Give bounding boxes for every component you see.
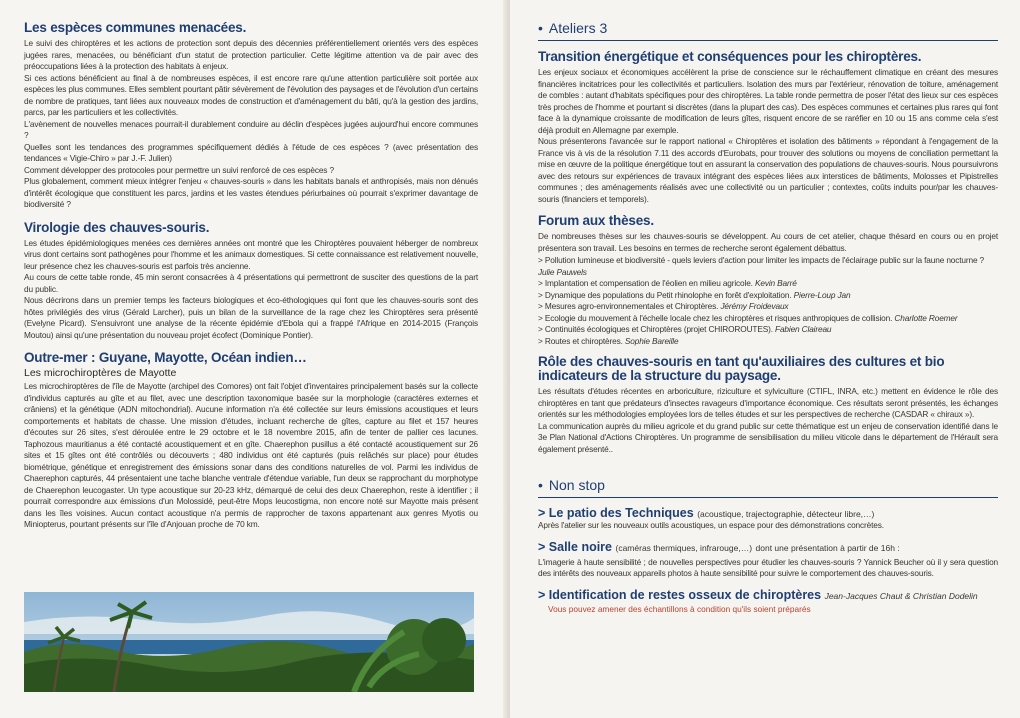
thesis-author: Charlotte Roemer xyxy=(894,312,958,323)
thesis-title: Dynamique des populations du Petit rhinolophe en forêt d'exploitation. xyxy=(544,289,792,300)
paragraph: Si ces actions bénéficient au final à de nombreuses espèces, il est encore rare qu'une attention particulière soit portée aux espèces les plus communes. Elles semblent pourtant pâtir sévèrement de l'évolution des paysages et de l'évolution d'un certains de nombre de pratiques, tant liées aux nouveaux modes de construction et d'aménagement du bâti, qu'à la gestion des jardins, parcs, par les particuliers et les collectivités. xyxy=(24,72,478,117)
thesis-author: Jérémy Froidevaux xyxy=(720,301,789,311)
paragraph: Au cours de cette table ronde, 45 min seront consacrées à 4 présentations qui permettront de susciter des questions de la part du public. xyxy=(24,272,478,294)
paragraph: Les études épidémiologiques menées ces dernières années ont montré que les Chiroptères pouvaient héberger de nombreux virus dont certains sont pathogènes pour l'homme et les animaux domestiques. Si cette connaissance est relativement nouvelle, leur présence chez les chauves-souris est parfois très ancienne. xyxy=(24,237,478,271)
thesis-item xyxy=(538,324,998,336)
arrow-icon: > xyxy=(538,255,545,265)
section-title-role: Rôle des chauves-souris en tant qu'auxiliaires des cultures et bio indicateurs de la structure du paysage. xyxy=(538,354,945,383)
thesis-title: Continuités écologiques et Chiroptères (projet CHIROROUTES). xyxy=(544,324,773,334)
landscape-photo xyxy=(24,592,474,692)
paragraph: Les enjeux sociaux et économiques accélèrent la prise de conscience sur le réchauffement climatique en créant des mesures financières incitatrices pour les collectivités et particuliers. Isolation des murs par l'extérieur, rénovation de toiture, aménagement de combles : autant d'habitats spécifiques pour des chiroptères. La table ronde permettra de poser l'état des lieux sur ces espèces très proches de l'homme et pourtant si discrètes (dans la plupart des cas). Des espèces communes et certaines plus rares qui font face à la dynamique croissante de modification de leurs gîtes, risquent encore de se raréfier en 10 ou 15 ans comme cela s'est déjà produit en Allemagne par exemple. xyxy=(538,67,998,135)
thesis-item xyxy=(538,278,998,290)
thesis-title: Mesures agro-environnementales et Chiroptères. xyxy=(544,301,719,311)
thesis-item xyxy=(538,255,998,278)
arrow-icon: > xyxy=(538,301,545,311)
section-title-forum: Forum aux thèses. xyxy=(538,213,654,228)
ident-heading: > Identification de restes osseux de chiroptères Jean-Jacques Chaut & Christian Dodelin xyxy=(538,587,978,602)
patio-heading: > Le patio des Techniques (acoustique, trajectographie, détecteur libre,…) xyxy=(538,506,875,520)
paragraph: L'imagerie à haute sensibilité ; de nouvelles perspectives pour étudier les chauves-souris ? Yannick Beucher où il y sera question des intérêts des nouveaux appareils photos à haute sensibilité pour suivre le comportement des chauves-souris. xyxy=(538,556,998,578)
paragraph: Nous décrirons dans un premier temps les facteurs biologiques et éco-éthologiques qui font que les chauves-souris sont des hôtes privilégiés des virus (Gérald Larcher), puis un bilan de la surveillance de la rage chez les Chiroptères sera présenté (Evelyne Picard). S'ensuivront une analyse de la récente épidémie d'Ebola qui a frappé l'Afrique en 2014-2015 (François Moutou) ainsi qu'une présentation du nouveau projet écofect (Dominique Pontier). xyxy=(24,295,478,340)
thesis-author: Julie Pauwels xyxy=(538,266,587,277)
paragraph: Le suivi des chiroptères et les actions de protection sont depuis des décennies préférentiellement orientés vers des espèces jugées rares, menacées, ou bénéficiant d'un statut de protection particulier. Cette légitime attention va de pair avec des préoccupations liées à la protection des habitats à enjeux. xyxy=(24,38,478,71)
thesis-list xyxy=(538,255,998,347)
paragraph: Après l'atelier sur les nouveaux outils acoustiques, un espace pour des démonstrations concrètes. xyxy=(538,520,884,530)
arrow-icon: > xyxy=(538,278,545,288)
thesis-author: Fabien Claireau xyxy=(775,324,832,334)
patio-title: Le patio des Techniques xyxy=(548,506,694,520)
ateliers-label: Ateliers 3 xyxy=(548,20,608,36)
paragraph: Plus globalement, comment mieux intégrer l'enjeu « chauves-souris » dans les habitats banals et anthropisés, mais non dénués d'intérêt écologique que constituent les parcs, jardins et les vastes étendues périurbaines où pourrait s'exprimer davantage de biodiversité ? xyxy=(24,176,478,209)
subsection-title-mayotte: Les microchiroptères de Mayotte xyxy=(24,367,177,379)
thesis-author: Pierre-Loup Jan xyxy=(793,289,851,300)
divider xyxy=(538,40,998,41)
section-label-ateliers xyxy=(538,20,998,36)
divider xyxy=(538,497,998,498)
arrow-icon: > xyxy=(538,324,545,334)
paragraph: Quelles sont les tendances des programmes spécifiquement dédiés à l'étude de ces espèces ? (avec présentation des tendances « Vigie-Chiro » par J.-F. Julien) xyxy=(24,141,478,163)
arrow-icon: > xyxy=(538,335,545,346)
thesis-author: Sophie Bareille xyxy=(624,335,679,346)
thesis-item xyxy=(538,301,998,313)
salle-title: Salle noire xyxy=(548,539,613,554)
bullet-dot-icon: • xyxy=(538,477,543,493)
ident-authors: Jean-Jacques Chaut & Christian Dodelin xyxy=(824,590,978,601)
paragraph: Les résultats d'études récentes en arboriculture, riziculture et sylviculture (CTIFL, INRA, etc.) mettent en évidence le rôle des chiroptères en tant que prédateurs d'insectes ravageurs d'importance économique. Ces résultats seront présentés, les échanges orientés sur les méthodologies employées lors de telles études et sur les perspectives de recherche (CASDAR « chiraux »). xyxy=(538,386,998,419)
ident-title: Identification de restes osseux de chiroptères xyxy=(548,587,822,602)
thesis-title: Pollution lumineuse et biodiversité - quels leviers d'action pour limiter les impacts de l'éclairage public sur la faune nocturne ? xyxy=(544,255,985,265)
thesis-item xyxy=(538,336,998,348)
salle-note: (caméras thermiques, infrarouge,…) xyxy=(615,542,753,553)
nonstop-label: Non stop xyxy=(548,477,605,493)
thesis-title: Implantation et compensation de l'éolien en milieu agricole. xyxy=(544,278,753,288)
paragraph: Nous présenterons l'avancée sur le rapport national « Chiroptères et isolation des bâtiments » répondant à l'engagement de la France vis à vis de la résolution 7.11 des accords d'Eurobats, pour trouver des solutions ou moyens de conciliation permettant la mise en œuvre de la politique énergétique tout en assurant la conservation des populations de chauves-souris. Nous poursuivrons avec des retours sur expériences de travaux intégrant des espèces liées aux interstices de bâtiments, Molosses et Pipistrelles communes ; des aménagements réalisés avec une collectivité ou un particulier ; contextes, coûts induits pour/par les chauves-souris (financiers et temporels). xyxy=(538,136,998,204)
arrow-icon: > xyxy=(538,312,545,323)
thesis-item xyxy=(538,313,998,325)
paragraph: L'avènement de nouvelles menaces pourrait-il durablement conduire au déclin d'espèces jugées aujourd'hui encore communes ? xyxy=(24,118,478,140)
patio-note: (acoustique, trajectographie, détecteur libre,…) xyxy=(697,509,875,519)
paragraph: De nombreuses thèses sur les chauves-souris se développent. Au cours de cet atelier, chaque thésard en cours ou en projet présentera son travail. Les besoins en termes de recherche seront également débattus. xyxy=(538,231,998,253)
section-title-virologie: Virologie des chauves-souris. xyxy=(24,219,210,235)
thesis-author: Kevin Barré xyxy=(755,278,797,288)
salle-heading: > Salle noire (caméras thermiques, infrarouge,…) dont une présentation à partir de 16h : xyxy=(538,539,900,554)
thesis-title: Ecologie du mouvement à l'échelle locale chez les chiroptères et risques anthropiques de collision. xyxy=(544,312,893,323)
right-page xyxy=(510,0,1020,718)
arrow-icon: > xyxy=(538,289,545,300)
thesis-title: Routes et chiroptères. xyxy=(544,335,623,346)
ident-note: Vous pouvez amener des échantillons à condition qu'ils soient préparés xyxy=(548,603,811,614)
salle-tail: dont une présentation à partir de 16h : xyxy=(755,542,900,553)
paragraph: La communication auprès du milieu agricole et du grand public sur cette thématique est un enjeu de conservation identifié dans le 3e Plan National d'Actions Chiroptères. Un programme de sensibilisation du milieu viticole dans le département de l'Hérault sera également présenté.. xyxy=(538,420,998,454)
bullet-dot-icon: • xyxy=(538,20,543,36)
section-label-nonstop xyxy=(538,477,998,493)
paragraph: Les microchiroptères de l'île de Mayotte (archipel des Comores) ont fait l'objet d'inventaires principalement basés sur la collecte d'individus capturés au gîte et au filet, avec une description taxonomique basée sur la morphologie (caractères externes et crâniens) et la génétique (ADN mitochondrial). Aucune information n'a été collectée sur leurs émissions acoustiques et leurs comportements et habitats de chasse. Une mission d'études, incluant recherche de gîtes, capture au filet et 157 heures d'écoutes sur 26 sites, s'est déroulée entre le 29 octobre et le 18 novembre 2015, afin de tenter de pallier ces lacunes. Taphozous mauritianus a été contacté acoustiquement et en gîte. Chaerephon pusillus a été contacté acoustiquement sur 26 sites et 15 gîtes ont été contrôlés ou découverts ; 480 individus ont été capturés (puis relâchés sur place) pour études biométrique, génétique et enregistrement des émissions sonar dans des conditions naturelles de vol. Parmi les individus de Chaerephon capturés, 44 présentaient une tache blanche ventrale d'étendue variable, l'un deux se rapprochant du morphotype de Chaerephon leucogaster. Un type acoustique sur 20-23 kHz, démarqué de celui des deux Chaerephon, reste à identifier ; il pourrait correspondre aux émissions d'un Molossidé, peut-être Mops leucostigma, non encore noté sur Mayotte mais présent dans les îles voisines. Aucun contact acoustique n'a permis de rapprocher de taxons appartenant aux genres Myotis ou Miniopterus, pourtant présents sur l'île d'Anjouan proche de 70 km. xyxy=(24,381,478,529)
paragraph: Comment développer des protocoles pour permettre un suivi renforcé de ces espèces ? xyxy=(24,164,334,175)
section-title-transition: Transition énergétique et conséquences pour les chiroptères. xyxy=(538,49,922,64)
section-title-especes: Les espèces communes menacées. xyxy=(24,20,247,35)
thesis-item xyxy=(538,290,998,302)
section-title-outremer: Outre-mer : Guyane, Mayotte, Océan indien… xyxy=(24,350,307,365)
